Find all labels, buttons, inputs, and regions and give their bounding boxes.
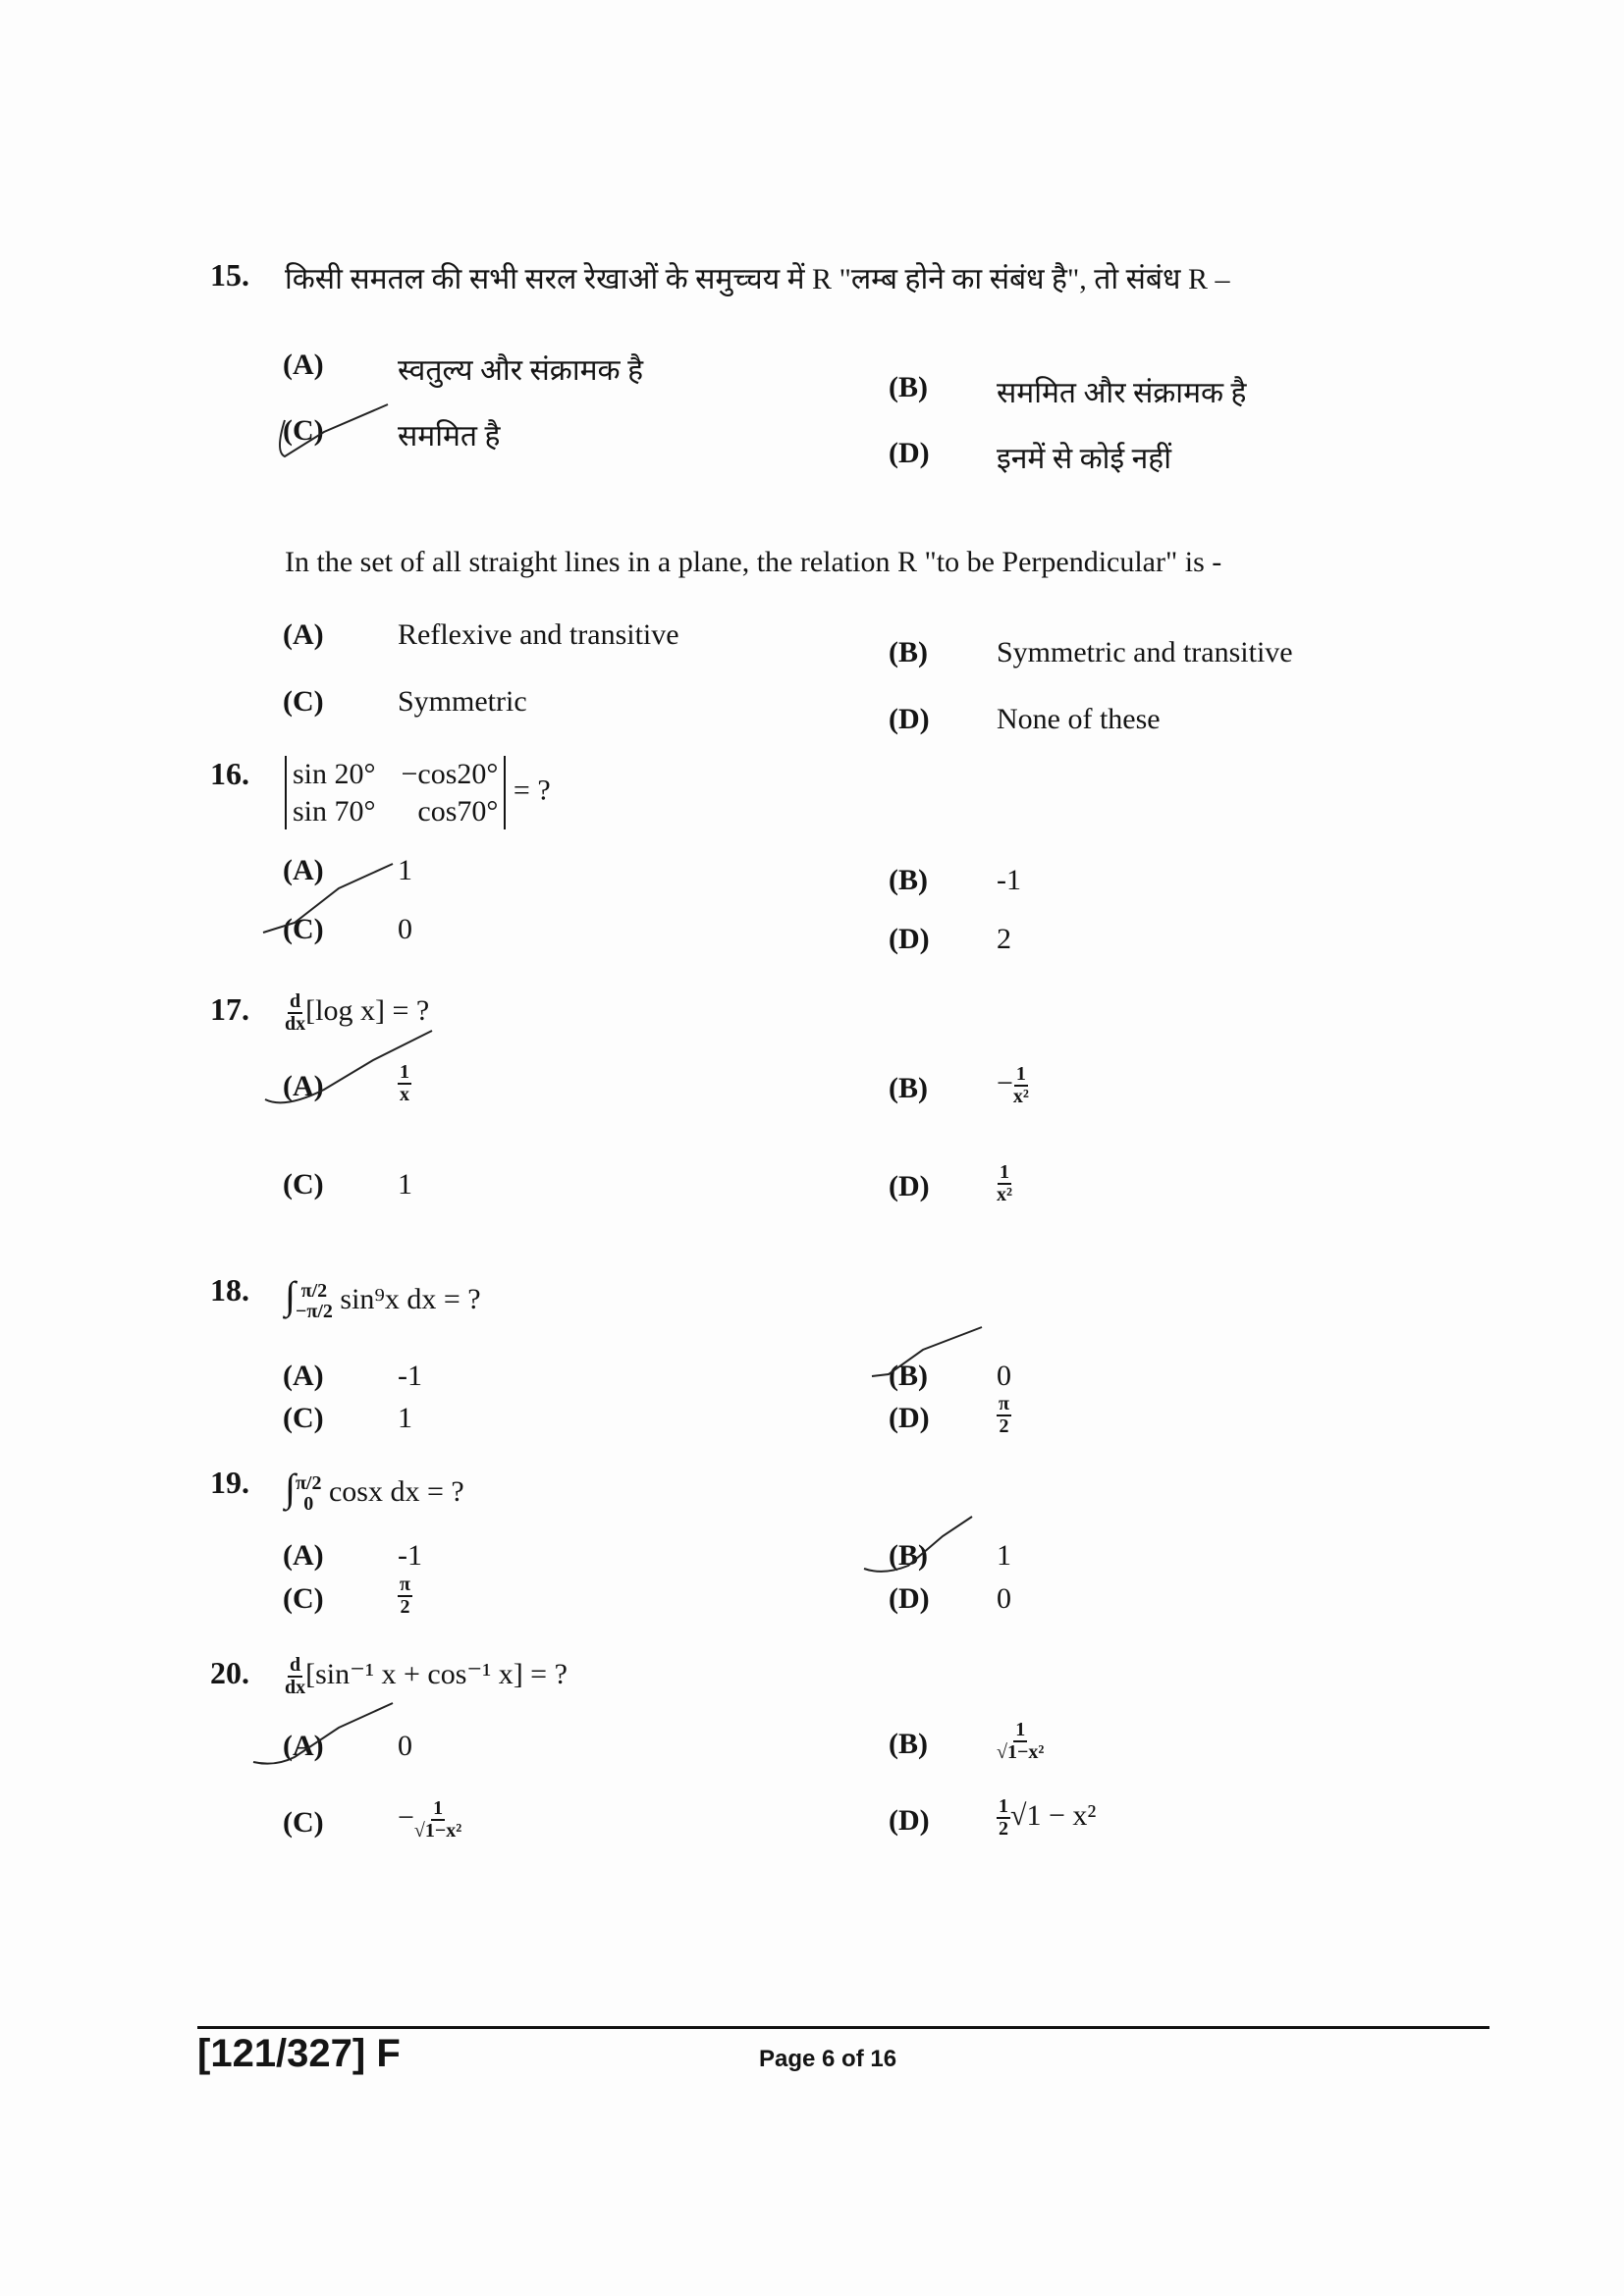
- option-label-a[interactable]: (A): [283, 854, 324, 886]
- question-body: [sin⁻¹ x + cos⁻¹ x] = ?: [305, 1657, 568, 1690]
- option-text: -1: [398, 1360, 422, 1392]
- question-body: = ?: [513, 774, 551, 807]
- integral-limits: [296, 1281, 333, 1322]
- option-label-a[interactable]: (A): [283, 348, 324, 381]
- option-value[interactable]: [398, 685, 527, 719]
- fraction: [398, 1575, 412, 1618]
- option-label-d[interactable]: (D): [889, 1804, 930, 1837]
- option-label-c[interactable]: (C): [283, 913, 324, 945]
- option-value[interactable]: [398, 348, 643, 389]
- fraction-denominator: dx: [285, 1013, 306, 1035]
- fraction: [285, 1655, 305, 1698]
- fraction-numerator: 1: [433, 1797, 444, 1819]
- question-number: 17.: [210, 991, 249, 1027]
- option-label-b[interactable]: (B): [889, 371, 928, 403]
- option-value[interactable]: [997, 703, 1161, 736]
- option-text: None of these: [997, 703, 1161, 735]
- option-suffix: √1 − x²: [1010, 1798, 1097, 1832]
- option-text: Symmetric: [398, 685, 527, 718]
- option-label-d[interactable]: (D): [889, 437, 930, 469]
- option-label-a[interactable]: (A): [283, 618, 324, 651]
- matrix-cell: sin 20°: [293, 758, 376, 790]
- fraction-numerator: 1: [400, 1061, 409, 1083]
- option-text: 0: [997, 1582, 1011, 1615]
- option-label-d[interactable]: (D): [889, 1402, 930, 1434]
- option-value[interactable]: [997, 1582, 1011, 1616]
- matrix-cell: sin 70°: [293, 794, 376, 828]
- integral-limits: [296, 1473, 322, 1515]
- option-value[interactable]: [997, 1796, 1096, 1840]
- question-text: [285, 1465, 464, 1515]
- option-label-d[interactable]: (D): [889, 923, 930, 955]
- option-label-a[interactable]: (A): [283, 1539, 324, 1572]
- question-body: [log x] = ?: [305, 993, 430, 1027]
- question-body: किसी समतल की सभी सरल रेखाओं के समुच्चय में R "लम्ब होने का संबंध है", तो संबंध R –: [285, 263, 1230, 295]
- matrix: [285, 756, 506, 829]
- option-label-b[interactable]: (B): [889, 1539, 928, 1572]
- option-label-b[interactable]: (B): [889, 636, 928, 668]
- question-body: cosx dx = ?: [328, 1475, 464, 1508]
- option-text: Reflexive and transitive: [398, 618, 679, 651]
- option-text: इनमें से कोई नहीं: [997, 443, 1171, 475]
- option-label-c[interactable]: (C): [283, 1168, 324, 1201]
- option-text: स्वतुल्य और संक्रामक है: [398, 354, 644, 387]
- fraction-numerator: d: [290, 1654, 301, 1676]
- option-value[interactable]: [398, 854, 412, 887]
- option-label-d[interactable]: (D): [889, 1582, 930, 1615]
- fraction-denominator: 2: [400, 1596, 410, 1618]
- integral-sign: ∫: [285, 1466, 296, 1510]
- option-label-b[interactable]: (B): [889, 1360, 928, 1392]
- question-text: [285, 991, 429, 1035]
- option-label-c[interactable]: (C): [283, 414, 324, 447]
- fraction-numerator: d: [290, 990, 301, 1012]
- option-text: 2: [997, 923, 1011, 955]
- option-label-a[interactable]: (A): [283, 1070, 324, 1102]
- integral-upper-limit: π/2: [295, 1472, 322, 1495]
- fraction-numerator: π: [999, 1393, 1009, 1415]
- integral-upper-limit: π/2: [300, 1280, 328, 1303]
- option-value[interactable]: [997, 437, 1171, 477]
- question-text: [285, 257, 1229, 297]
- option-prefix: −: [997, 1066, 1013, 1099]
- option-text: 0: [398, 1730, 412, 1762]
- question-number: 16.: [210, 756, 249, 791]
- fraction-numerator: 1: [1015, 1063, 1026, 1085]
- fraction-numerator: 1: [999, 1795, 1008, 1817]
- option-value[interactable]: [398, 618, 679, 652]
- question-text: [285, 546, 1221, 579]
- option-text: Symmetric and transitive: [997, 636, 1293, 668]
- fraction-denominator: √1−x²: [413, 1820, 462, 1842]
- fraction-denominator: √1−x²: [997, 1741, 1045, 1763]
- option-text: 0: [997, 1360, 1011, 1392]
- integral-lower-limit: 0: [303, 1493, 314, 1516]
- question-text: [285, 1655, 568, 1698]
- option-value[interactable]: [997, 636, 1293, 669]
- fraction-denominator: x: [400, 1084, 409, 1105]
- option-label-d[interactable]: (D): [889, 703, 930, 735]
- fraction: [997, 1796, 1010, 1840]
- option-value[interactable]: [997, 1162, 1012, 1205]
- question-number: 15.: [210, 257, 249, 293]
- option-value[interactable]: [997, 923, 1011, 956]
- fraction-denominator: 2: [999, 1415, 1009, 1437]
- integral-sign: ∫: [285, 1273, 296, 1317]
- footer-rule: [197, 2026, 1489, 2029]
- option-label-b[interactable]: (B): [889, 1072, 928, 1104]
- option-text: -1: [997, 864, 1021, 896]
- option-label-b[interactable]: (B): [889, 864, 928, 896]
- option-label-c[interactable]: (C): [283, 1402, 324, 1434]
- integral-lower-limit: −π/2: [295, 1301, 333, 1323]
- fraction: [285, 991, 305, 1035]
- option-value[interactable]: [398, 1168, 412, 1201]
- fraction-denominator: x²: [997, 1184, 1012, 1205]
- option-value[interactable]: [398, 1062, 411, 1105]
- option-value[interactable]: [997, 1720, 1044, 1763]
- option-label-a[interactable]: (A): [283, 1730, 324, 1762]
- option-text: सममित और संक्रामक है: [997, 377, 1247, 409]
- fraction: [997, 1720, 1044, 1763]
- question-body: sin⁹x dx = ?: [340, 1283, 481, 1315]
- option-value[interactable]: [398, 1360, 422, 1393]
- option-value[interactable]: [398, 1402, 412, 1435]
- option-value[interactable]: [997, 1064, 1029, 1107]
- fraction-denominator: x²: [1012, 1086, 1029, 1107]
- fraction: [414, 1798, 461, 1842]
- question-body: In the set of all straight lines in a plane, the relation R "to be Perpendicular" is -: [285, 546, 1222, 578]
- option-text: 1: [398, 1402, 412, 1434]
- option-value[interactable]: [398, 1730, 412, 1763]
- option-text: 1: [398, 854, 412, 886]
- fraction: [1013, 1064, 1029, 1107]
- option-value[interactable]: [997, 1539, 1011, 1573]
- question-text: [285, 756, 551, 829]
- option-label-d[interactable]: (D): [889, 1170, 930, 1202]
- option-value[interactable]: [398, 913, 412, 946]
- option-label-c[interactable]: (C): [283, 1582, 324, 1615]
- option-value[interactable]: [997, 371, 1247, 411]
- option-value[interactable]: [997, 864, 1021, 897]
- option-text: 1: [398, 1168, 412, 1201]
- question-number: 19.: [210, 1465, 249, 1500]
- option-prefix: −: [398, 1800, 414, 1834]
- matrix-cell: −cos20°: [401, 758, 499, 790]
- option-value[interactable]: [398, 414, 500, 454]
- option-value[interactable]: [398, 1798, 461, 1842]
- fraction-numerator: π: [400, 1574, 410, 1595]
- matrix-row: [293, 756, 498, 793]
- question-number: 18.: [210, 1272, 249, 1308]
- option-text: 1: [997, 1539, 1011, 1572]
- fraction-numerator: 1: [1000, 1161, 1009, 1183]
- matrix-row: [293, 793, 498, 830]
- fraction: [398, 1062, 411, 1105]
- option-text: -1: [398, 1539, 422, 1572]
- fraction: [997, 1162, 1012, 1205]
- page-number: Page 6 of 16: [759, 2046, 897, 2072]
- fraction-denominator: 2: [999, 1818, 1008, 1840]
- fraction-numerator: 1: [1015, 1719, 1026, 1740]
- fraction-denominator: dx: [285, 1677, 306, 1698]
- option-label-c[interactable]: (C): [283, 1806, 324, 1839]
- question-text: [285, 1272, 481, 1322]
- option-label-c[interactable]: (C): [283, 685, 324, 718]
- paper-code: [121/327] F: [197, 2032, 401, 2075]
- option-label-b[interactable]: (B): [889, 1728, 928, 1760]
- option-value[interactable]: [997, 1394, 1011, 1437]
- fraction: [997, 1394, 1011, 1437]
- question-number: 20.: [210, 1655, 249, 1690]
- option-value[interactable]: [398, 1575, 412, 1618]
- option-text: 0: [398, 913, 412, 945]
- option-value[interactable]: [398, 1539, 422, 1573]
- option-value[interactable]: [997, 1360, 1011, 1393]
- option-label-a[interactable]: (A): [283, 1360, 324, 1392]
- option-text: सममित है: [398, 420, 501, 453]
- matrix-cell: cos70°: [417, 794, 499, 828]
